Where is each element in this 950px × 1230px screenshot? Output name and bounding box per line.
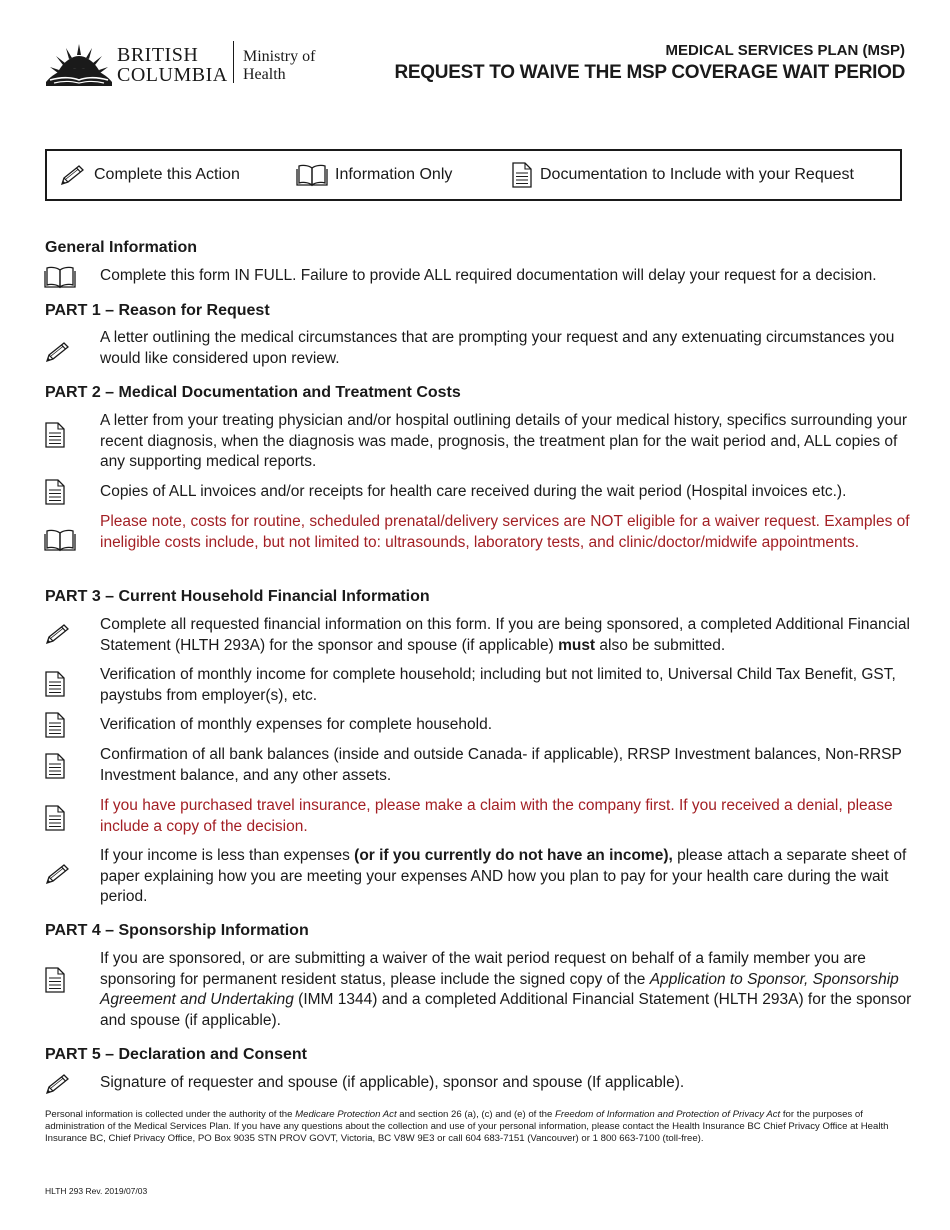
- pencil-icon: [59, 163, 87, 187]
- form-title: REQUEST TO WAIVE THE MSP COVERAGE WAIT PERIOD: [394, 62, 905, 83]
- icon-legend: [45, 149, 902, 201]
- logo-divider: [233, 41, 234, 83]
- section-title-part5: PART 5 – Declaration and Consent: [45, 1046, 307, 1063]
- section-title-part4: PART 4 – Sponsorship Information: [45, 922, 309, 939]
- legend-item-complete-action: [59, 151, 240, 199]
- pencil-icon: [44, 862, 72, 886]
- ministry-line2: Health: [243, 66, 286, 83]
- ministry-line1: Ministry of: [243, 48, 316, 65]
- document-icon: [44, 966, 66, 994]
- document-icon: [511, 161, 533, 189]
- book-icon: [296, 163, 328, 187]
- section-title-part3: PART 3 – Current Household Financial Information: [45, 588, 430, 605]
- part5-item-text: Signature of requester and spouse (if applicable), sponsor and spouse (If applicable).: [100, 1074, 685, 1091]
- legend-item-documentation: [511, 151, 854, 199]
- pencil-icon: [44, 340, 72, 364]
- document-icon: [44, 711, 66, 739]
- part3-item6-text: If your income is less than expenses (or if you currently do not have an income), please attach a separate sheet of paper explaining how you are meeting your expenses AND how you plan to pay for your health care during the wait period.: [100, 847, 907, 905]
- book-icon: [44, 265, 76, 289]
- program-heading: MEDICAL SERVICES PLAN (MSP): [665, 42, 905, 59]
- logo-british: BRITISH: [117, 44, 199, 66]
- legend-label: Documentation to Include with your Request: [540, 166, 854, 183]
- part2-item2-text: Copies of ALL invoices and/or receipts for health care received during the wait period (Hospital invoices etc.).: [100, 483, 847, 500]
- part3-item2-text: Verification of monthly income for complete household; including but not limited to, Universal Child Tax Benefit, GST, paystubs from employer(s), etc.: [100, 666, 896, 704]
- document-icon: [44, 421, 66, 449]
- part2-item1-text: A letter from your treating physician and/or hospital outlining details of your medical history, specifics surrounding your recent diagnosis, when the diagnosis was made, prognosis, the treatment plan for the wait period and, ALL copies of any supporting medical reports.: [100, 412, 907, 470]
- legend-item-information-only: [296, 151, 452, 199]
- section-title-general: General Information: [45, 239, 198, 256]
- bc-government-logo: [44, 38, 334, 92]
- part1-item-text: A letter outlining the medical circumstances that are prompting your request and any extenuating circumstances you would like considered upon review.: [100, 329, 895, 367]
- pencil-icon: [44, 1072, 72, 1096]
- part3-notice-text: If you have purchased travel insurance, please make a claim with the company first. If you received a denial, please include a copy of the decision.: [100, 797, 893, 835]
- part3-item1-text: Complete all requested financial information on this form. If you are being sponsored, a completed Additional Financial Statement (HLTH 293A) for the sponsor and spouse (if applicable) must also be submitted.: [100, 616, 910, 654]
- section-title-part1: PART 1 – Reason for Request: [45, 302, 270, 319]
- legend-label: Information Only: [335, 166, 453, 183]
- privacy-notice: Personal information is collected under the authority of the Medicare Protection Act and section 26 (a), (c) and (e) of the Freedom of Information and Protection of Privacy Act for the purposes of administration of the Medical Services Plan. If you have any questions about the collection and use of your personal information, please contact the Health Insurance BC Chief Privacy Office at Health Insurance BC, Chief Privacy Office, PO Box 9035 STN PROV GOVT, Victoria, BC V8W 9E3 or call 604 683-7151 (Vancouver) or 1 800 663-7100 (toll-free).: [45, 1109, 889, 1144]
- part4-item-text: If you are sponsored, or are submitting a waiver of the wait period request on behalf of a family member you are sponsoring for permanent resident status, please include the signed copy of the Application to Sponsor, Sponsorship Agreement and Undertaking (IMM 1344) and a completed Additional Financial Statement (HLTH 293A) for the sponsor and spouse (if applicable).: [100, 950, 912, 1029]
- form-number: HLTH 293 Rev. 2019/07/03: [45, 1186, 148, 1196]
- document-icon: [44, 804, 66, 832]
- legend-label: Complete this Action: [94, 166, 240, 183]
- part2-notice-text: Please note, costs for routine, scheduled prenatal/delivery services are NOT eligible for a waiver request. Examples of ineligible costs include, but not limited to: ultrasounds, laboratory tests, and clinic/doctor/midwife appointments.: [100, 513, 910, 551]
- pencil-icon: [44, 622, 72, 646]
- document-icon: [44, 670, 66, 698]
- document-icon: [44, 752, 66, 780]
- document-icon: [44, 478, 66, 506]
- general-item-text: Complete this form IN FULL. Failure to provide ALL required documentation will delay your request for a decision.: [100, 267, 877, 284]
- section-title-part2: PART 2 – Medical Documentation and Treatment Costs: [45, 384, 461, 401]
- logo-columbia: COLUMBIA: [117, 64, 228, 86]
- book-icon: [44, 528, 76, 552]
- part3-item4-text: Confirmation of all bank balances (inside and outside Canada- if applicable), RRSP Investment balances, Non-RRSP Investment balance, and any other assets.: [100, 746, 902, 784]
- part3-item3-text: Verification of monthly expenses for complete household.: [100, 716, 493, 733]
- bc-sun-logo-icon: [44, 42, 114, 86]
